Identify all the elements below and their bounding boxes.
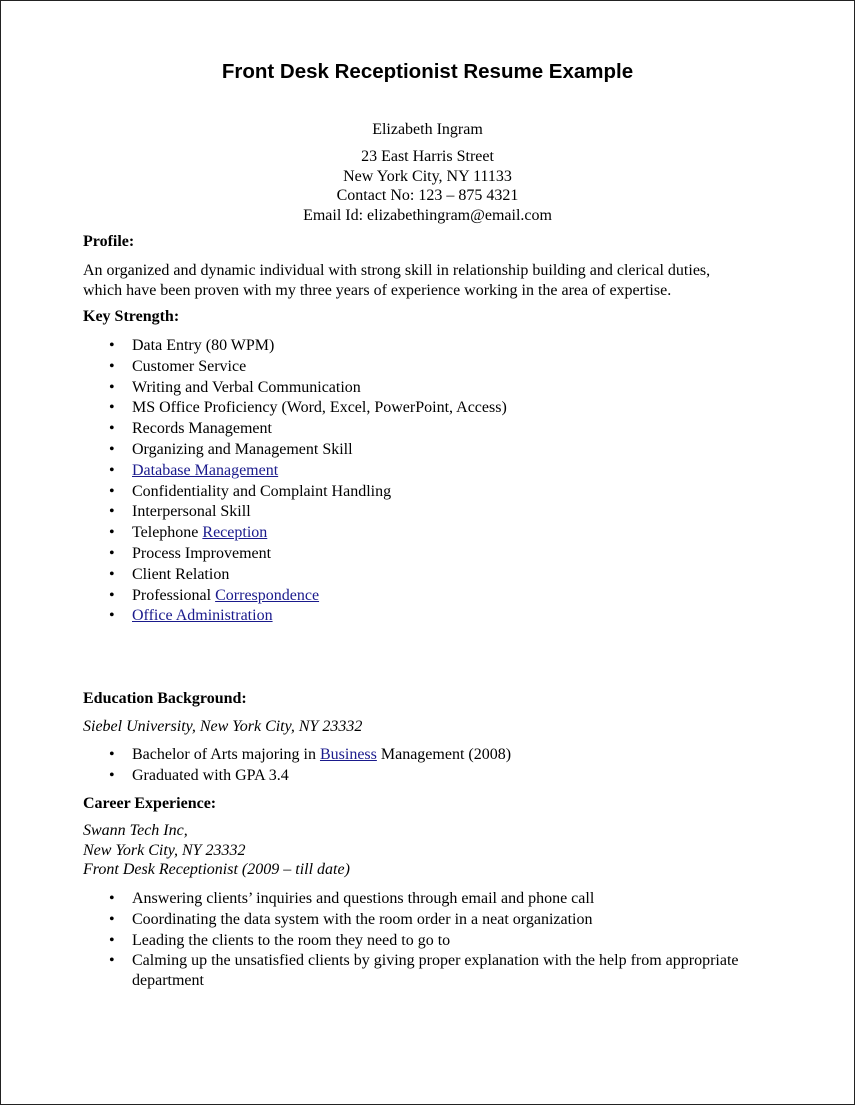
office-administration-link[interactable]: Office Administration: [132, 607, 273, 625]
list-item: [109, 398, 507, 419]
strength-text: MS Office Proficiency (Word, Excel, PowerPoint, Access): [132, 399, 507, 417]
strength-text: Organizing and Management Skill: [132, 440, 353, 458]
education-heading: Education Background:: [83, 690, 247, 707]
career-text: Leading the clients to the room they need to go to: [132, 931, 451, 949]
strength-text: Process Improvement: [132, 544, 272, 562]
list-item: [109, 951, 782, 990]
company-location: New York City, NY 23332: [83, 841, 246, 859]
strength-text: Customer Service: [132, 357, 247, 375]
list-item: [109, 745, 511, 766]
strength-text: Client Relation: [132, 565, 230, 583]
career-list: [109, 889, 782, 990]
strength-text: Interpersonal Skill: [132, 503, 251, 521]
list-item: [109, 544, 507, 565]
list-item: [109, 419, 507, 440]
profile-line: An organized and dynamic individual with strong skill in relationship building and clerical duties,: [83, 262, 711, 279]
list-item: [109, 378, 507, 399]
school-name: Siebel University, New York City, NY 23332: [83, 718, 363, 735]
education-text: Management (2008): [376, 746, 512, 763]
strength-text: Professional: [132, 586, 216, 604]
list-item: [109, 910, 782, 931]
education-text: Graduated with GPA 3.4: [132, 766, 289, 784]
company-name: Swann Tech Inc,: [83, 822, 188, 839]
city-address: New York City, NY 11133: [343, 167, 512, 185]
list-item: [109, 565, 507, 586]
key-strength-heading: Key Strength:: [83, 308, 180, 325]
phone-number: Contact No: 123 – 875 4321: [336, 187, 519, 204]
contact-block: [1, 147, 854, 225]
list-item: [109, 336, 507, 357]
career-text: • Calming up the unsatisfied clients by giving proper explanation with the help from appropriate: [132, 952, 739, 970]
list-item: [109, 482, 507, 503]
career-heading: Career Experience:: [83, 795, 217, 812]
email-address: Email Id: elizabethingram@email.com: [303, 206, 552, 224]
list-item: [109, 889, 782, 910]
job-role: Front Desk Receptionist (2009 – till date): [83, 861, 350, 878]
list-item: [109, 766, 511, 787]
list-item: [109, 440, 507, 461]
list-item: [109, 586, 507, 607]
street-address: 23 East Harris Street: [361, 148, 494, 165]
reception-link[interactable]: Reception: [202, 524, 268, 542]
career-text: Answering clients’ inquiries and questions through email and phone call: [132, 890, 595, 907]
list-item: [109, 502, 507, 523]
strength-text: Data Entry (80 WPM): [132, 337, 275, 354]
education-text: Bachelor of Arts majoring in: [132, 746, 320, 763]
strength-text: Records Management: [132, 420, 272, 438]
career-text: department: [132, 971, 204, 989]
applicant-name: Elizabeth Ingram: [372, 121, 483, 138]
correspondence-link[interactable]: Correspondence: [215, 586, 320, 604]
list-item: [109, 523, 507, 544]
education-list: [109, 745, 511, 787]
business-link[interactable]: Business: [319, 746, 377, 763]
career-company-block: [83, 821, 783, 880]
list-item: [109, 931, 782, 952]
page-title: Front Desk Receptionist Resume Example: [221, 60, 634, 83]
career-text: Coordinating the data system with the room order in a neat organization: [132, 910, 593, 928]
strength-text: Confidentiality and Complaint Handling: [132, 482, 392, 500]
strength-text: Writing and Verbal Communication: [132, 378, 361, 396]
strength-text: Telephone: [132, 524, 203, 542]
database-management-link[interactable]: Database Management: [132, 461, 279, 479]
profile-text: [83, 261, 783, 301]
list-item: [109, 357, 507, 378]
list-item: [109, 461, 507, 482]
profile-heading: Profile:: [83, 233, 135, 250]
key-strength-list: [109, 336, 507, 627]
list-item: [109, 606, 507, 627]
profile-line: which have been proven with my three years of experience working in the area of expertise.: [83, 282, 672, 299]
